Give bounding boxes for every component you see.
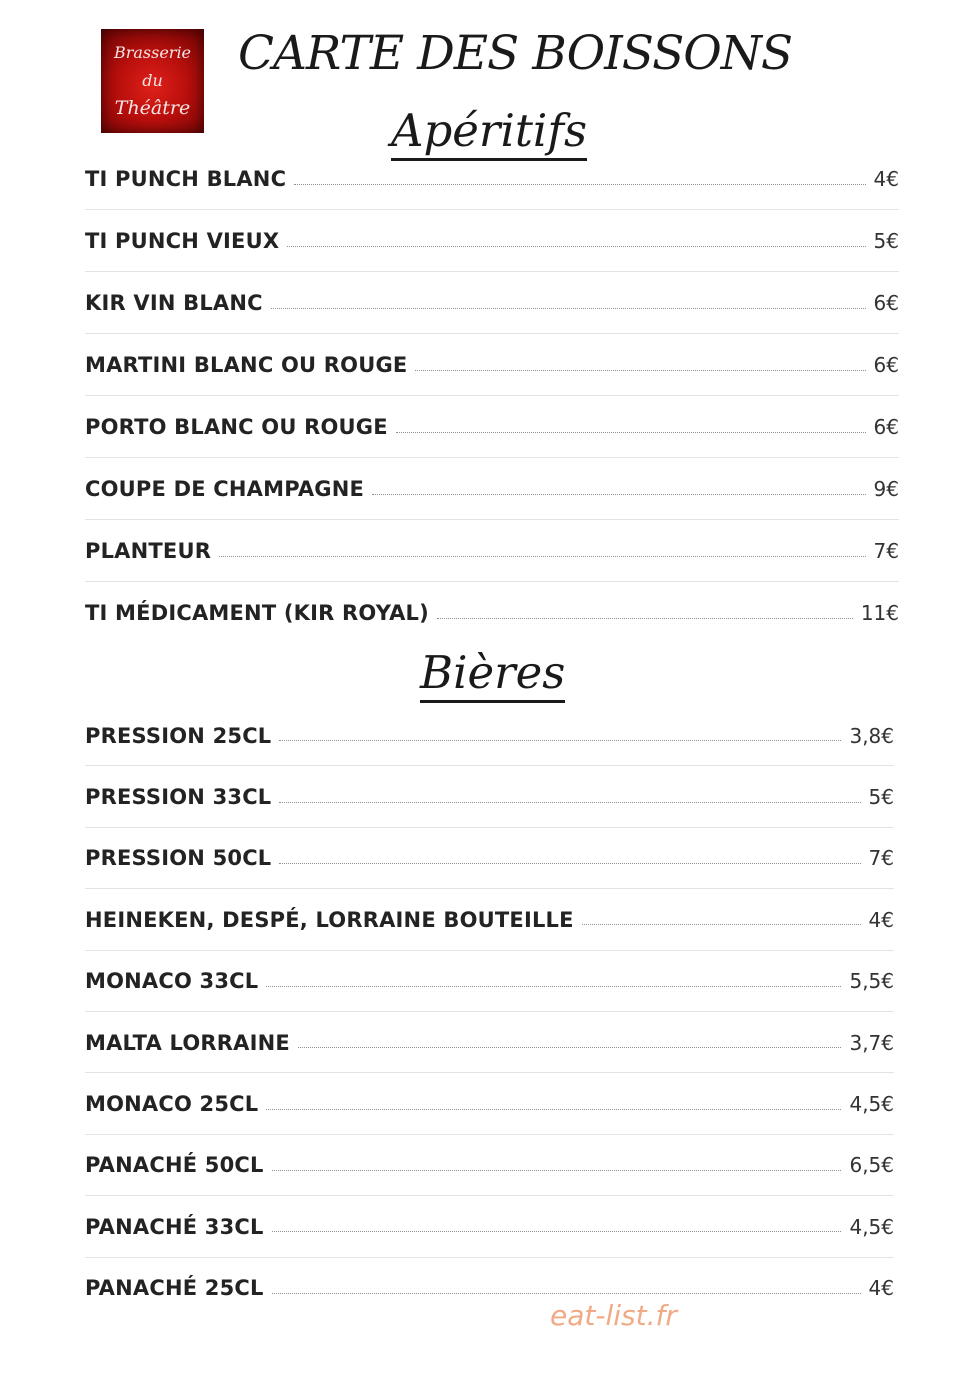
menu-item-price: 4,5€ <box>849 1092 894 1117</box>
menu-item-row <box>85 828 894 889</box>
page-title: CARTE DES BOISSONS <box>238 26 793 81</box>
menu-item-price: 6€ <box>873 415 899 439</box>
watermark: eat-list.fr <box>550 1299 677 1332</box>
menu-item-price: 4€ <box>873 167 899 191</box>
menu-item-price: 5€ <box>868 785 894 810</box>
menu-item-row <box>85 1258 894 1319</box>
logo-line-du: du <box>142 71 163 90</box>
menu-item-name: MARTINI BLANC OU ROUGE <box>85 353 408 377</box>
dot-leader <box>437 618 853 619</box>
menu-item-row <box>85 1073 894 1134</box>
menu-item-name: PORTO BLANC OU ROUGE <box>85 415 388 439</box>
section-heading-aperitifs <box>391 104 588 157</box>
menu-item-name: COUPE DE CHAMPAGNE <box>85 477 365 501</box>
menu-item-price: 4€ <box>868 907 894 932</box>
menu-item-row <box>85 951 894 1012</box>
menu-item-name: PRESSION 50CL <box>85 846 272 871</box>
dot-leader <box>279 802 860 803</box>
menu-item-row <box>85 889 894 950</box>
dot-leader <box>219 556 865 557</box>
menu-item-name: MONACO 25CL <box>85 1092 259 1117</box>
menu-item-row <box>85 520 899 582</box>
menu-item-name: PRESSION 33CL <box>85 785 272 810</box>
dot-leader <box>272 1293 861 1294</box>
menu-item-row <box>85 766 894 827</box>
dot-leader <box>279 740 841 741</box>
menu-item-price: 11€ <box>860 601 899 625</box>
dot-leader <box>266 1109 841 1110</box>
menu-item-name: PANACHÉ 33CL <box>85 1214 264 1239</box>
logo-line-theatre: Théâtre <box>114 97 191 119</box>
menu-item-price: 9€ <box>873 477 899 501</box>
menu-item-row <box>85 582 899 644</box>
menu-item-row <box>85 148 899 210</box>
dot-leader <box>582 924 861 925</box>
menu-item-name: HEINEKEN, DESPÉ, LORRAINE BOUTEILLE <box>85 907 574 932</box>
aperitifs-list <box>85 148 899 644</box>
menu-item-price: 7€ <box>873 539 899 563</box>
menu-item-price: 5€ <box>873 229 899 253</box>
menu-item-name: PLANTEUR <box>85 539 212 563</box>
menu-item-name: PRESSION 25CL <box>85 723 272 748</box>
brasserie-logo <box>101 29 204 133</box>
menu-item-name: KIR VIN BLANC <box>85 291 263 315</box>
menu-item-price: 3,8€ <box>849 723 894 748</box>
dot-leader <box>298 1047 842 1048</box>
menu-item-row <box>85 1012 894 1073</box>
bieres-list <box>85 705 894 1319</box>
section-heading-text: Bières <box>420 646 566 699</box>
logo-line-brasserie: Brasserie <box>113 43 192 62</box>
menu-item-row <box>85 1196 894 1257</box>
heading-underline <box>420 700 565 703</box>
menu-item-price: 5,5€ <box>849 969 894 994</box>
menu-item-row <box>85 272 899 334</box>
menu-item-name: MONACO 33CL <box>85 969 259 994</box>
dot-leader <box>287 246 865 247</box>
menu-item-row <box>85 334 899 396</box>
section-heading-bieres <box>420 646 566 699</box>
dot-leader <box>415 370 865 371</box>
dot-leader <box>396 432 866 433</box>
menu-item-price: 7€ <box>868 846 894 871</box>
section-heading-text: Apéritifs <box>391 104 588 157</box>
menu-item-row <box>85 458 899 520</box>
dot-leader <box>266 986 841 987</box>
menu-item-name: TI PUNCH VIEUX <box>85 229 280 253</box>
menu-item-row <box>85 705 894 766</box>
menu-item-row <box>85 210 899 272</box>
menu-item-name: TI PUNCH BLANC <box>85 167 287 191</box>
menu-item-name: MALTA LORRAINE <box>85 1030 290 1055</box>
menu-item-row <box>85 1135 894 1196</box>
menu-item-price: 6,5€ <box>849 1153 894 1178</box>
menu-item-price: 4€ <box>868 1276 894 1301</box>
menu-item-row <box>85 396 899 458</box>
dot-leader <box>272 1231 842 1232</box>
menu-item-price: 3,7€ <box>849 1030 894 1055</box>
dot-leader <box>279 863 860 864</box>
dot-leader <box>272 1170 842 1171</box>
dot-leader <box>271 308 866 309</box>
menu-item-price: 4,5€ <box>849 1214 894 1239</box>
dot-leader <box>372 494 865 495</box>
dot-leader <box>294 184 865 185</box>
menu-item-name: TI MÉDICAMENT (KIR ROYAL) <box>85 601 429 625</box>
menu-item-price: 6€ <box>873 291 899 315</box>
menu-item-price: 6€ <box>873 353 899 377</box>
menu-item-name: PANACHÉ 50CL <box>85 1153 264 1178</box>
menu-item-name: PANACHÉ 25CL <box>85 1276 264 1301</box>
